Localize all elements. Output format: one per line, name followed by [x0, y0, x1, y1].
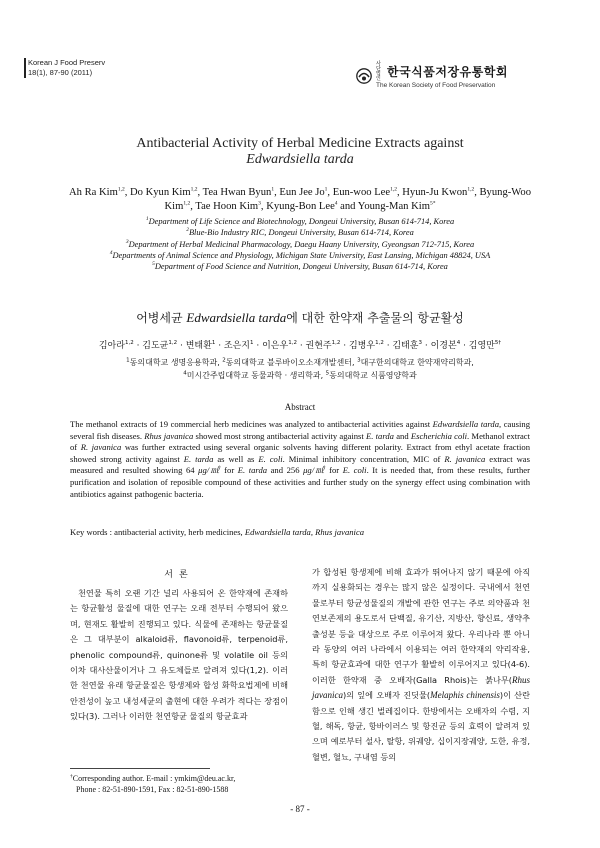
korean-affiliation-list [60, 356, 540, 382]
affiliation-mark: 5 [152, 261, 155, 268]
author-name: Tea Hwan Byun [202, 187, 272, 198]
abstract-heading: Abstract [284, 402, 316, 412]
body-column-right: 가 합성된 항생제에 비해 효과가 뛰어나지 않기 때문에 아직까지 실용화되는 경우는 많지 않은 실정이다. 국내에서 천연물로부터 항균성물질의 개발에 관한 연구는 주로 의약품과 천연보존제의 용도로서 단백질, 유기산, 지방산, 향신료, 생약추출성분 등을 대상으로 주로 이루어져 왔다. 우리나라 뿐 아니라 동양의 여러 나라에서 이용되는 여러 한약재의 약리작용, 특히 항균효과에 대한 연구가 활발히 이루어지고 있다(4-6). 이러한 한약재 중 오배자(Galla Rhois)는 붉나무(Rhus javanica)의 잎에 오배자 진딧물(Melaphis chinensis)이 산란함으로 인해 생긴 벌레집이다. 한방에서는 오배자의 수렴, 지혈, 해독, 항균, 항바이러스 및 항진균 등의 효력이 알려져 있으며 예로부터 설사, 탈항, 위궤양, 십이지장궤양, 도한, 유정, 혈변, 혈뇨, 구내염 등의 [312, 567, 530, 762]
korean-affiliation-mark: 5 [325, 370, 330, 377]
korean-author-affiliation-mark: 1,2 [124, 340, 134, 346]
korean-affiliation-text: 동의대학교 생명응용학과, [129, 358, 223, 367]
korean-title-species: Edwardsiella tarda [186, 310, 287, 325]
korean-author-name: 김아라 [98, 341, 125, 351]
page-number: - 87 - [290, 804, 310, 814]
affiliation-text: Department of Life Science and Biotechnology, Dongeui University, Busan 614-714, Korea [148, 217, 455, 226]
footnote-rule [70, 768, 210, 769]
author-affiliation-mark: 5* [429, 199, 436, 206]
korean-author-name: 김태훈 [392, 341, 419, 351]
author-name: Ah Ra Kim [68, 187, 118, 198]
korean-title-post: 에 대한 한약재 추출물의 항균활성 [286, 311, 464, 325]
author-name: Hyun-Ju Kwon [402, 187, 468, 198]
author-affiliation-mark: 1 [324, 186, 328, 193]
korean-author-name: 변태환 [185, 341, 212, 351]
korean-author-affiliation-mark: 4 [456, 340, 461, 346]
korean-author-name: 김도균 [142, 341, 169, 351]
logo-english-name: The Korean Society of Food Preservation [376, 82, 496, 89]
author-affiliation-mark: 1,2 [467, 186, 475, 193]
body-column-left: 천연물 특히 오랜 기간 널리 사용되어 온 한약재에 존재하는 항균활성 물질에 대한 연구는 오래 전부터 수행되어 왔으며, 현재도 활발히 진행되고 있다. 식물에 존재하는 항균물질은 그 대부분이 alkaloid류, flavonoid류, terpenoid류, phenolic compound류, quinone류 및 volatile oil 등의 이차 대사산물이거나 그 유도체들로 알려져 있다(1,2). 이러한 천연물 유래 항균물질은 항생제와 합성 화학요법제에 비해 안전성이 높고 내성세균의 출현에 대한 우려가 적다는 장점이 있다(3). 그러나 이러한 천연항균 물질의 항균효과 [70, 588, 288, 722]
author-name: Tae Hoon Kim [195, 200, 259, 212]
korean-affiliation-text: 미시간주립대학교 동물과학 · 생리학과, [186, 371, 326, 380]
author-name: Do Kyun Kim [130, 187, 191, 198]
korean-author-affiliation-mark: 1,2 [375, 340, 384, 346]
society-logo [356, 62, 508, 90]
affiliation-line [50, 239, 550, 250]
author-affiliation-mark: 1,2 [117, 186, 125, 193]
affiliation-mark: 1 [145, 216, 149, 223]
korean-author-name: 김병우 [348, 341, 376, 351]
korean-affiliation-mark: 3 [357, 357, 361, 364]
author-affiliation-mark: 3 [258, 199, 261, 206]
affiliation-text: Department of Herbal Medicinal Pharmacology, Daegu Haany University, Gyeongsan 712-715, Korea [128, 239, 475, 249]
korean-affiliation-text: 동의대학교 식품영양학과 [329, 371, 417, 380]
footnote-phone: Phone : 82-51-890-1591, Fax : 82-51-890-1588 [76, 785, 229, 794]
korean-title-pre: 어병세균 [136, 311, 187, 325]
keywords: Key words : antibacterial activity, herb medicines, Edwardsiella tarda, Rhus javanica [70, 527, 365, 537]
korean-affiliation-mark: 2 [222, 357, 226, 364]
author-affiliation-mark: 1,2 [190, 186, 198, 193]
korean-author-affiliation-mark: 1 [211, 340, 216, 346]
affiliation-line [50, 227, 550, 238]
korean-author-name: 이은우 [262, 341, 289, 351]
korean-affiliation-text: 대구한의대학교 한약재약리학과, [360, 358, 474, 367]
korean-affiliation-text: 동의대학교 블루바이오소재개발센터, [225, 358, 358, 367]
author-affiliation-mark: 1,2 [390, 186, 397, 193]
affiliation-mark: 2 [186, 227, 189, 234]
korean-affiliation-line [60, 356, 540, 369]
affiliation-text: Departments of Animal Science and Physiology, Michigan State University, East Lansing, Michigan 48824, USA [112, 250, 491, 260]
korean-author-affiliation-mark: 1 [250, 340, 254, 346]
logo-korean-name: 한국식품저장유통학회 [387, 64, 508, 79]
journal-citation [28, 58, 105, 78]
author-list: Ah Ra Kim$^{1,2}$, Do Kyun Kim$^{1,2}$, Tea Hwan Byun$^1$, Eun Jee Jo$^1$, Eun-woo Lee$^{1,2}$, Hyun-Ju Kwon$^{1,2}$, Byung-Woo Kim$^{1,2}$, Tae Hoon Kim$^3$, Kyung-Bon Lee$^4$ and Young-Man Kim$^{5*}$ [68, 186, 532, 212]
author-affiliation-mark: 4 [334, 199, 338, 206]
korean-author-name: 김영만 [468, 341, 495, 351]
author-name: Kyung-Bon Lee [266, 200, 335, 212]
affiliation-line [50, 250, 550, 261]
author-name: Byung-Woo Kim [164, 187, 532, 212]
affiliation-list [50, 216, 550, 272]
journal-volume: 18(1), 87-90 (2011) [28, 68, 93, 77]
footnote-email: Corresponding author. E-mail : ymkim@deu.ac.kr, [72, 774, 236, 783]
korean-author-affiliation-mark: 1,2 [288, 340, 297, 346]
affiliation-line [50, 261, 550, 272]
korean-affiliation-mark: 4 [183, 370, 187, 377]
affiliation-mark: 4 [109, 250, 113, 257]
korean-author-affiliation-mark: 1,2 [168, 340, 178, 346]
korean-author-name: 권현주 [305, 341, 332, 351]
korean-author-affiliation-mark: 3 [418, 340, 423, 346]
author-name: Eun Jee Jo [279, 187, 325, 198]
logo-prefix: 사단법인 [376, 61, 382, 82]
affiliation-line [50, 216, 550, 227]
section-heading-introduction: 서론 [164, 570, 194, 580]
korean-affiliation-mark: 1 [126, 357, 130, 364]
korean-author-list: 김아라$^{1,2}$ · 김도균$^{1,2}$ · 변태환$^1$ · 조은지$^1$ · 이은우$^{1,2}$ · 권현주$^{1,2}$ · 김병우$^{1,2}$ · 김태훈$^3$ · 이경본$^4$ · 김영만$^{5\dagger}$ [98, 340, 502, 351]
korean-author-name: 이경본 [430, 341, 457, 351]
korean-title [60, 310, 540, 326]
affiliation-text: Blue-Bio Industry RIC, Dongeui University, Busan 614-714, Korea [188, 228, 414, 238]
abstract-text: The methanol extracts of 19 commercial herb medicines was analyzed to antibacterial activities against Edwardsiella tarda, causing several fish diseases. Rhus javanica showed most strong antibacterial activity against E. tarda and Escherichia coli. Methanol extract of R. javanica was further extracted using several organic solvents having different polarity. Extract from ethyl acetate fraction showed strong activity against E. tarda as well as E. coli. Minimal inhibitory concentration, MIC of R. javanica extract was measured and resulted showing 64 μg/㎖ for E. tarda and 256 μg/㎖ for E. coli. It is needed that, from these results, further purification and isolation of reposible compound of these activities and further study on the synergy effect using combination with antibiotics against pathogenic bacteria. [70, 419, 530, 499]
korean-affiliation-line [60, 369, 540, 382]
author-name: Young-Man Kim [357, 200, 430, 212]
korean-author-name: 조은지 [223, 341, 251, 351]
paper-title [60, 136, 540, 168]
journal-bar [24, 58, 26, 78]
journal-name: Korean J Food Preserv [28, 58, 106, 67]
title-species: Edwardsiella tarda [246, 152, 354, 167]
title-line-1: Antibacterial Activity of Herbal Medicine Extracts against [136, 136, 464, 151]
korean-author-affiliation-mark: 5† [494, 340, 502, 346]
affiliation-text: Department of Food Science and Nutrition, Dongeui University, Busan 614-714, Korea [154, 262, 448, 272]
affiliation-mark: 3 [125, 238, 129, 245]
author-affiliation-mark: 1 [271, 186, 275, 193]
corresponding-author-footnote: †Corresponding author. E-mail : ymkim@deu.ac.kr, Phone : 82-51-890-1591, Fax : 82-51-890-1588 [70, 773, 236, 794]
society-emblem-icon [356, 68, 372, 84]
keywords-label: Key words : [70, 527, 115, 537]
author-name: Eun-woo Lee [332, 187, 391, 198]
korean-author-affiliation-mark: 1,2 [331, 340, 341, 346]
author-affiliation-mark: 1,2 [183, 199, 191, 206]
